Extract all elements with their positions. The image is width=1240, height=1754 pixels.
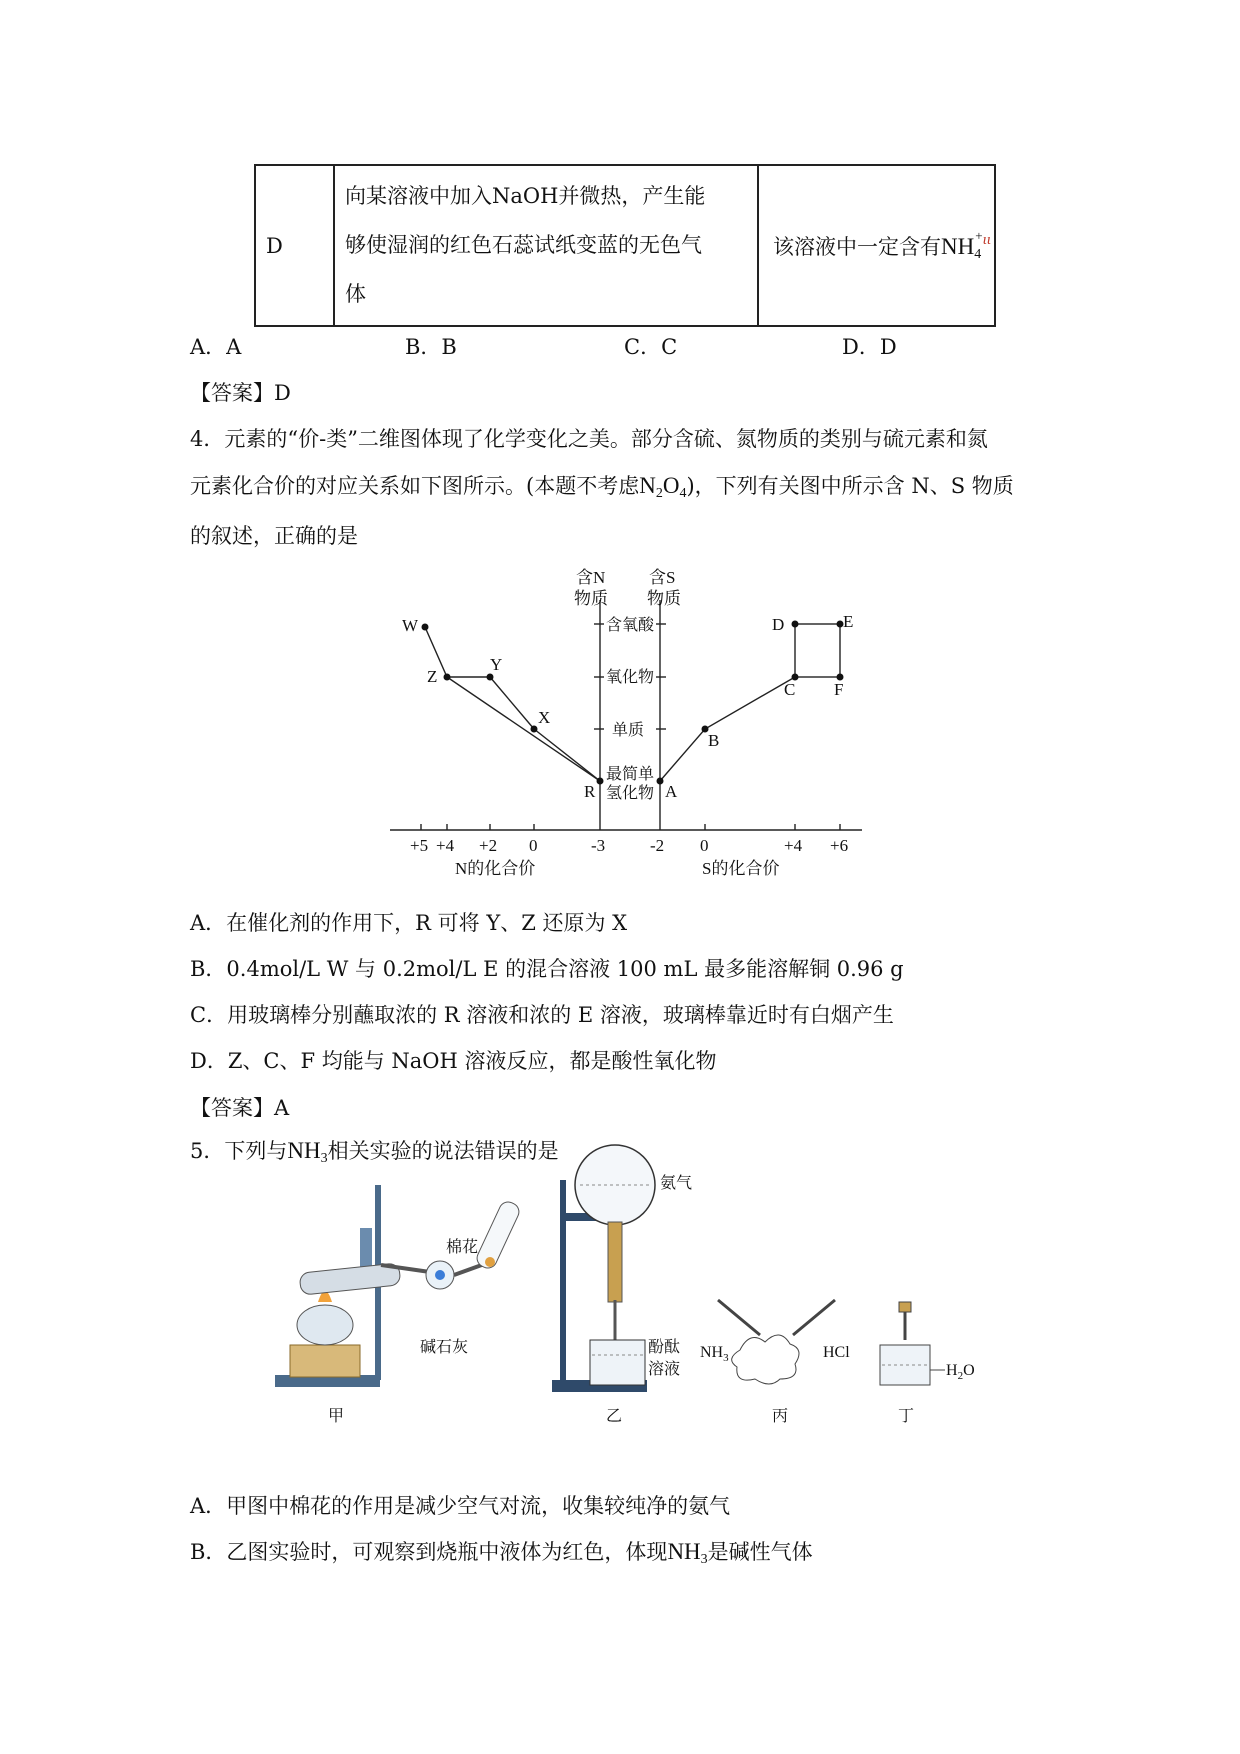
apparatus-yi bbox=[552, 1145, 655, 1392]
stray-glyph: ιι bbox=[982, 232, 991, 248]
apparatus-jia bbox=[275, 1185, 522, 1387]
tick-s-0: 0 bbox=[700, 836, 709, 855]
label-r: R bbox=[584, 782, 596, 801]
tick-n-plus5: +5 bbox=[410, 836, 429, 855]
q4-option-a[interactable]: A．在催化剂的作用下，R 可将 Y、Z 还原为 X bbox=[190, 911, 628, 935]
q5-option-b[interactable]: B．乙图实验时，可观察到烧瓶中液体为红色，体现$NH_3$是碱性气体 bbox=[190, 1539, 813, 1567]
label-c: C bbox=[784, 680, 796, 699]
category-hydride-2: 氢化物 bbox=[606, 785, 655, 802]
label-w: W bbox=[402, 616, 419, 635]
header-n-1: 含N bbox=[576, 568, 606, 587]
q4-option-b[interactable]: B．0.4mol/L W 与 0.2mol/L E 的混合溶液 100 mL 最多能溶解铜 0.96 g bbox=[190, 957, 904, 981]
option-a[interactable]: A．A bbox=[190, 335, 242, 359]
n-axis-label: N的化合价 bbox=[455, 859, 536, 878]
q4-stem-line-2: 元素化合价的对应关系如下图所示。(本题不考虑$N_2O_4$)，下列有关图中所示含 N、S 物质 bbox=[190, 473, 1014, 501]
n2o4-formula: $N_2O_4$ bbox=[639, 473, 687, 501]
label-a: A bbox=[665, 782, 678, 801]
category-hydride-1: 最简单 bbox=[606, 766, 655, 783]
option-b[interactable]: B．B bbox=[405, 335, 457, 359]
q4-option-d[interactable]: D．Z、C、F 均能与 NaOH 溶液反应，都是酸性氧化物 bbox=[190, 1049, 717, 1073]
label-nh3: $NH_3$ bbox=[700, 1344, 729, 1364]
category-oxide: 氧化物 bbox=[606, 669, 655, 686]
caption-yi: 乙 bbox=[606, 1408, 623, 1425]
s-axis-label: S的化合价 bbox=[702, 859, 780, 878]
tick-s-minus2: -2 bbox=[650, 836, 665, 855]
tick-s-plus4: +4 bbox=[784, 836, 803, 855]
label-f: F bbox=[834, 680, 844, 699]
header-s-1: 含S bbox=[649, 568, 676, 587]
q3-answer: 【答案】D bbox=[190, 381, 291, 405]
option-c[interactable]: C．C bbox=[624, 335, 678, 359]
label-cotton: 棉花 bbox=[446, 1239, 479, 1256]
nh3-formula-option-b: $NH_3$ bbox=[667, 1539, 708, 1567]
q4-stem-line-3: 的叙述，正确的是 bbox=[190, 524, 358, 548]
q4-stem-line-1: 4．元素的“价-类”二维图体现了化学变化之美。部分含硫、氮物质的类别与硫元素和氮 bbox=[190, 427, 988, 451]
caption-jia: 甲 bbox=[328, 1408, 345, 1425]
q4-answer: 【答案】A bbox=[190, 1096, 290, 1120]
category-element: 单质 bbox=[612, 722, 645, 739]
category-oxyacid: 含氧酸 bbox=[606, 617, 655, 634]
label-d: D bbox=[772, 615, 785, 634]
header-s-2: 物质 bbox=[647, 589, 681, 608]
tick-n-0: 0 bbox=[529, 836, 538, 855]
nh3-formula: $NH_3$ bbox=[287, 1138, 328, 1166]
label-e: E bbox=[843, 612, 854, 631]
row-letter: D bbox=[255, 165, 334, 326]
header-n-2: 物质 bbox=[574, 589, 608, 608]
q5-stem: 5．下列与$NH_3$相关实验的说法错误的是 bbox=[190, 1138, 559, 1166]
label-z: Z bbox=[427, 667, 438, 686]
label-phenolphthalein-1: 酚酞 bbox=[648, 1339, 681, 1356]
option-d[interactable]: D．D bbox=[842, 335, 897, 359]
label-hcl: HCl bbox=[823, 1344, 850, 1361]
conclusion-text: 该溶液中一定含有 bbox=[773, 235, 941, 259]
label-soda-lime: 碱石灰 bbox=[420, 1339, 469, 1356]
tick-n-minus3: -3 bbox=[591, 836, 606, 855]
apparatus-ding bbox=[880, 1302, 930, 1385]
q4-option-c[interactable]: C．用玻璃棒分别蘸取浓的 R 溶液和浓的 E 溶液，玻璃棒靠近时有白烟产生 bbox=[190, 1003, 894, 1027]
operation-line-3: 体 bbox=[345, 282, 366, 306]
caption-bing: 丙 bbox=[772, 1408, 789, 1425]
label-y: Y bbox=[490, 655, 503, 674]
operation-line-1: 向某溶液中加入NaOH并微热，产生能 bbox=[345, 184, 706, 208]
operation-line-2: 够使湿润的红色石蕊试纸变蓝的无色气 bbox=[345, 233, 702, 257]
tick-s-plus6: +6 bbox=[830, 836, 849, 855]
label-x: X bbox=[538, 708, 551, 727]
tick-n-plus4: +4 bbox=[436, 836, 455, 855]
q5-option-a[interactable]: A．甲图中棉花的作用是减少空气对流，收集较纯净的氨气 bbox=[190, 1494, 731, 1518]
label-b: B bbox=[708, 731, 720, 750]
apparatus-bing bbox=[718, 1300, 835, 1384]
label-ammonia: 氨气 bbox=[660, 1175, 693, 1192]
tick-n-plus2: +2 bbox=[479, 836, 498, 855]
label-phenolphthalein-2: 溶液 bbox=[648, 1361, 681, 1378]
label-water: $H_2O$ bbox=[946, 1362, 975, 1382]
ammonium-ion: $NH_4^{+\iota\iota}$ bbox=[941, 228, 991, 262]
caption-ding: 丁 bbox=[898, 1408, 915, 1425]
